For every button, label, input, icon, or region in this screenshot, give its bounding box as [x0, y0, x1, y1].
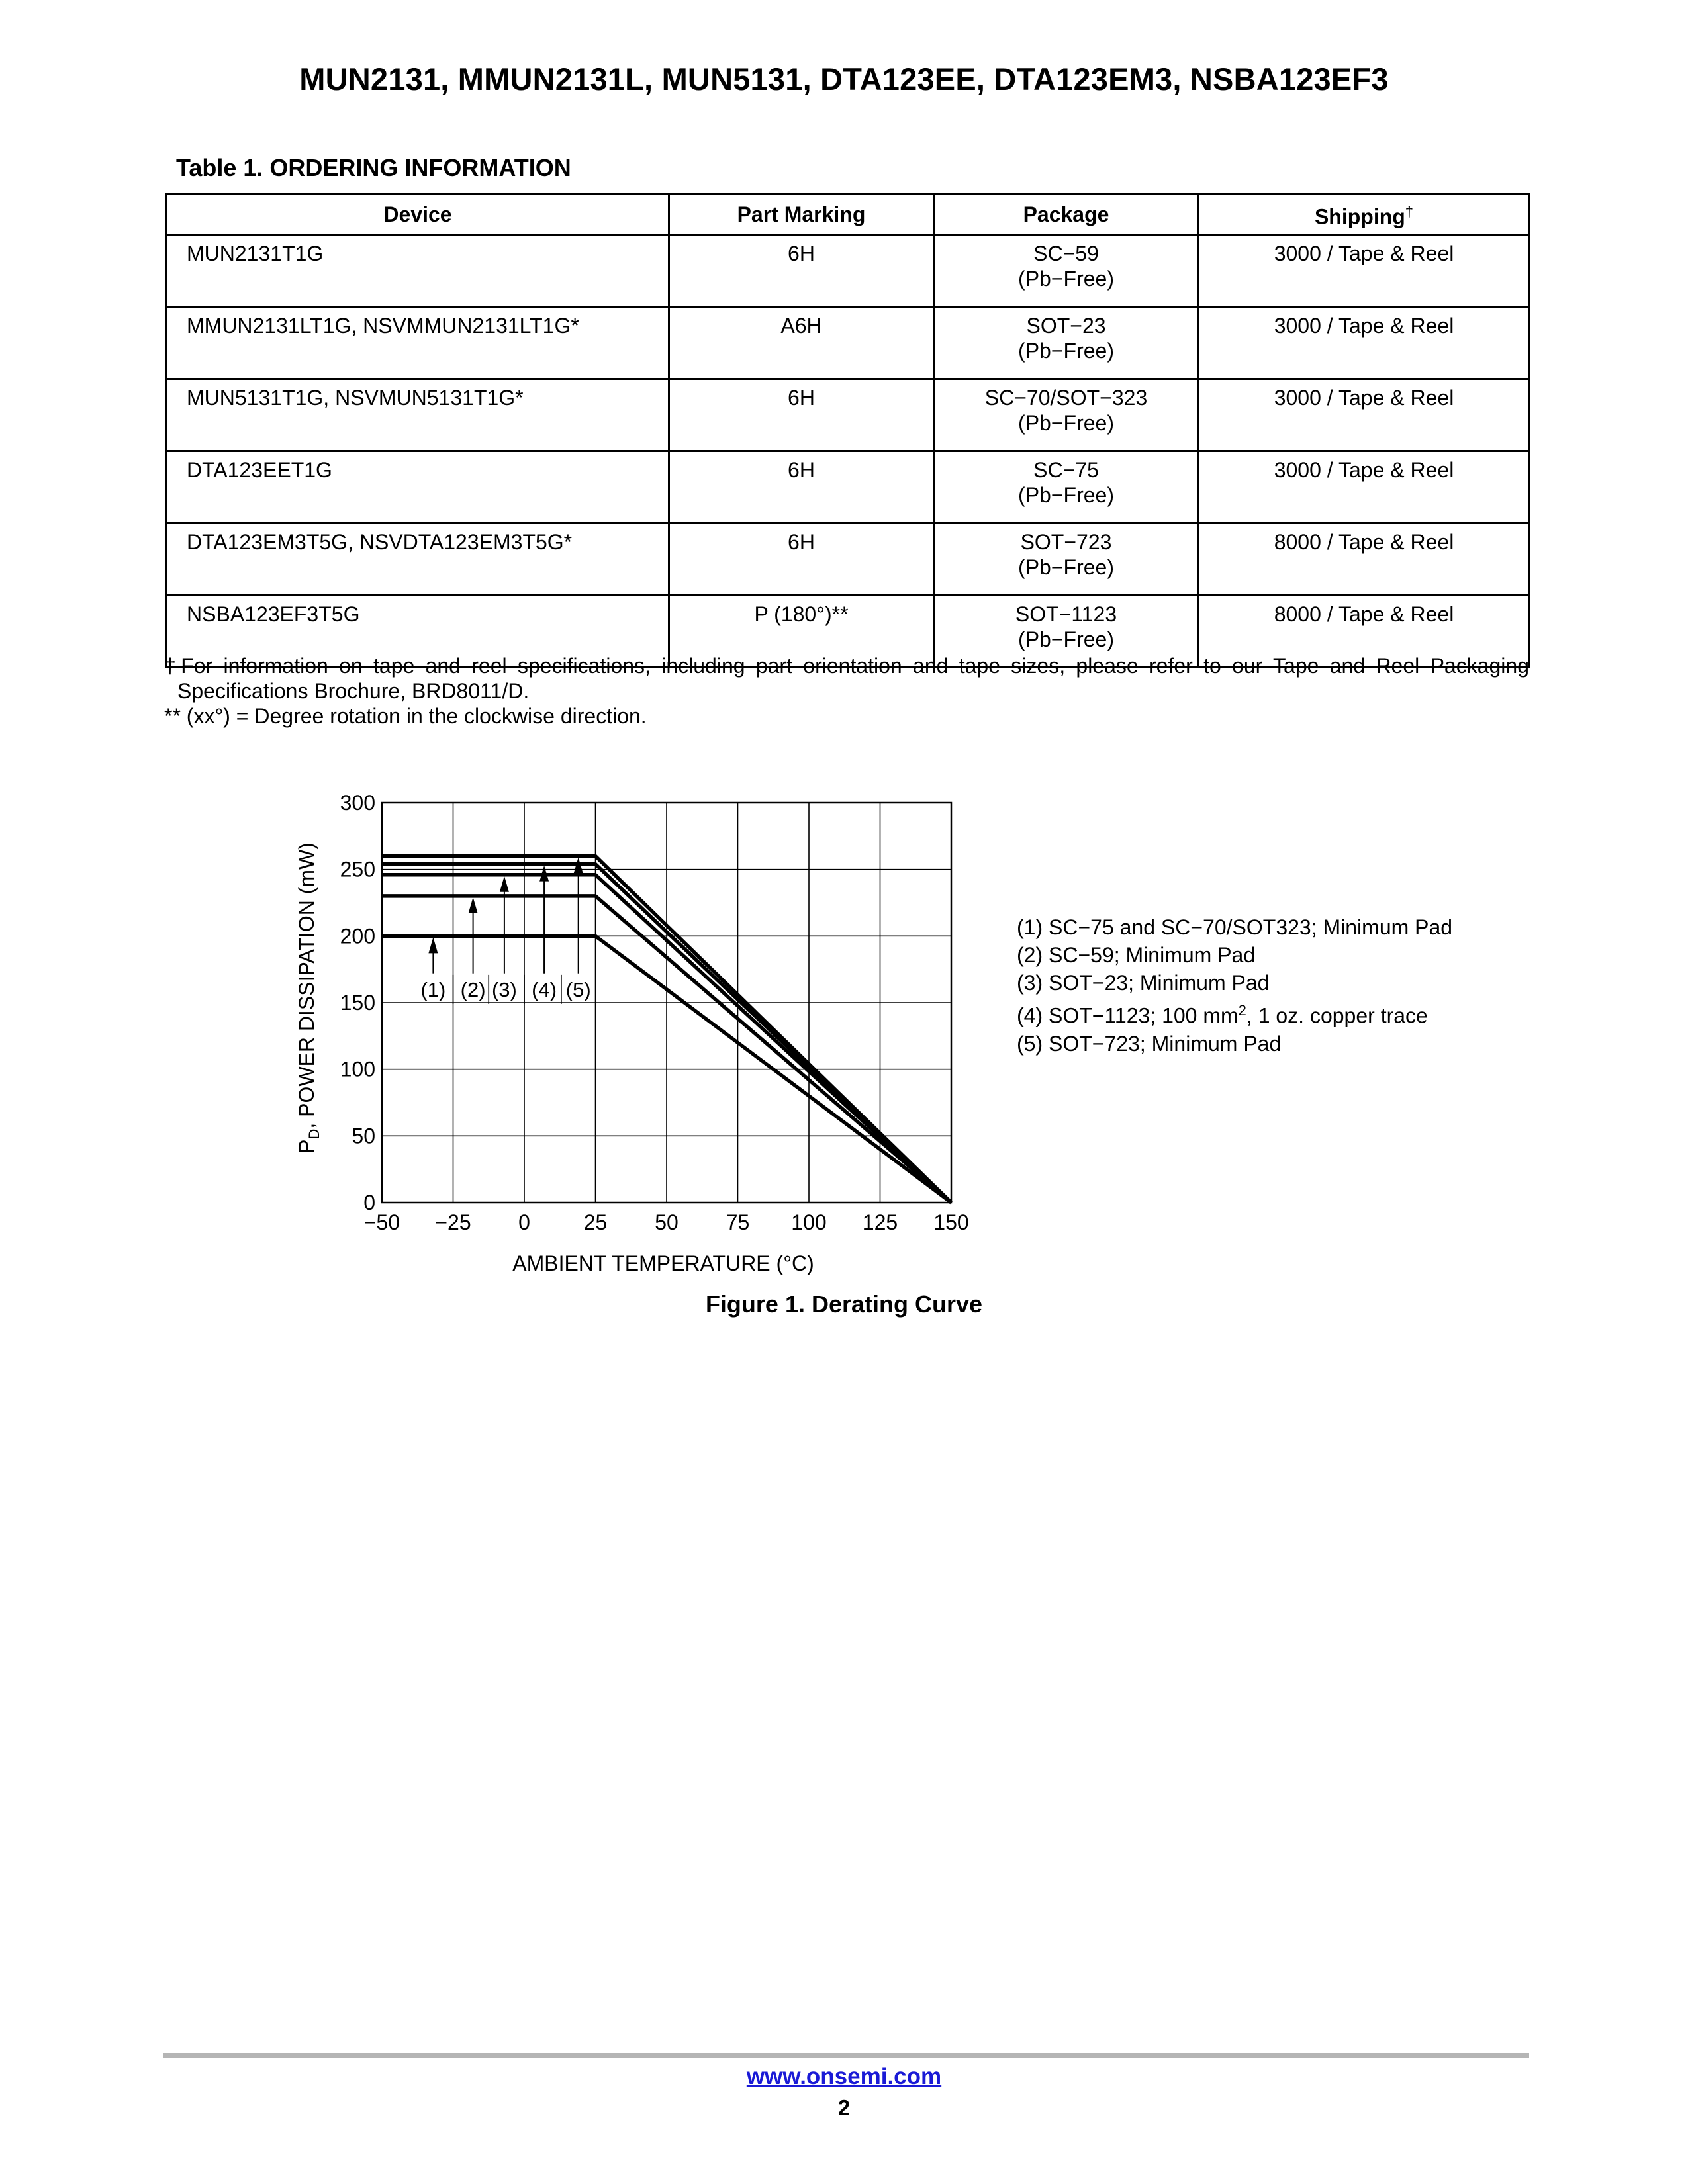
package-note: (Pb−Free)	[1018, 411, 1114, 435]
x-tick-label: 150	[933, 1210, 969, 1234]
column-header-part-marking: Part Marking	[669, 195, 934, 235]
footer-website-link[interactable]: www.onsemi.com	[746, 2064, 942, 2089]
legend-item-4-superscript: 2	[1238, 1002, 1246, 1019]
cell-device: MMUN2131LT1G, NSVMMUN2131LT1G*	[167, 307, 669, 379]
series-label: (5)	[565, 978, 591, 1001]
table-row	[167, 379, 1530, 451]
package-name: SC−75	[1033, 458, 1099, 482]
footnote-degree: ** (xx°) = Degree rotation in the clockwise direction.	[164, 704, 647, 728]
cell-device: MUN2131T1G	[167, 235, 669, 307]
series-label: (3)	[491, 978, 517, 1001]
package-name: SOT−23	[1026, 314, 1106, 338]
series-arrow-head	[500, 876, 509, 892]
series-label: (4)	[532, 978, 557, 1001]
cell-shipping: 3000 / Tape & Reel	[1199, 379, 1530, 451]
package-note: (Pb−Free)	[1018, 627, 1114, 651]
page-number: 2	[837, 2095, 851, 2120]
package-name: SOT−1123	[1015, 602, 1117, 626]
table-caption: Table 1. ORDERING INFORMATION	[176, 154, 571, 181]
y-tick-label: 250	[340, 857, 375, 882]
cell-package	[934, 379, 1199, 451]
x-tick-label: 0	[518, 1210, 530, 1234]
series-label: (2)	[460, 978, 486, 1001]
footer-divider	[163, 2053, 1529, 2058]
series-arrow-head	[428, 937, 438, 953]
y-axis-label-main: P	[295, 1139, 318, 1154]
y-axis-label	[295, 842, 322, 1154]
legend-item-2: (2) SC−59; Minimum Pad	[1017, 943, 1256, 967]
footnote-dagger-line2: Specifications Brochure, BRD8011/D.	[177, 679, 530, 703]
package-note: (Pb−Free)	[1018, 339, 1114, 363]
y-tick-label: 0	[363, 1191, 375, 1214]
table-header-row	[167, 195, 1530, 235]
page-title: MUN2131, MMUN2131L, MUN5131, DTA123EE, DTA123EM3, NSBA123EF3	[299, 62, 1389, 97]
cell-package	[934, 451, 1199, 523]
cell-package	[934, 235, 1199, 307]
cell-shipping: 3000 / Tape & Reel	[1199, 451, 1530, 523]
cell-part-marking: P (180°)**	[669, 596, 934, 668]
column-header-device: Device	[167, 195, 669, 235]
cell-part-marking: 6H	[669, 523, 934, 596]
table-row	[167, 235, 1530, 307]
legend-item-1: (1) SC−75 and SC−70/SOT323; Minimum Pad	[1017, 915, 1453, 939]
x-tick-label: 75	[726, 1210, 750, 1234]
package-note: (Pb−Free)	[1018, 483, 1114, 507]
column-header-package: Package	[934, 195, 1199, 235]
x-tick-label: −50	[363, 1210, 400, 1234]
cell-part-marking: A6H	[669, 307, 934, 379]
package-name: SOT−723	[1020, 530, 1112, 554]
shipping-header-label: Shipping	[1314, 205, 1405, 229]
cell-part-marking: 6H	[669, 451, 934, 523]
y-tick-label: 100	[340, 1057, 375, 1081]
package-name: SC−70/SOT−323	[984, 386, 1148, 410]
y-axis-label-subscript: D	[306, 1128, 322, 1140]
y-tick-label: 200	[340, 924, 375, 948]
x-tick-label: 100	[791, 1210, 827, 1234]
column-header-shipping	[1199, 195, 1530, 235]
legend-item-3: (3) SOT−23; Minimum Pad	[1017, 971, 1270, 995]
cell-device: MUN5131T1G, NSVMUN5131T1G*	[167, 379, 669, 451]
x-tick-label: −25	[435, 1210, 471, 1234]
table-body	[167, 235, 1530, 668]
table-row	[167, 451, 1530, 523]
legend-item-4-text: (4) SOT−1123; 100 mm	[1017, 1003, 1239, 1028]
dagger-marker: †	[1405, 203, 1414, 220]
x-tick-label: 50	[655, 1210, 679, 1234]
cell-package	[934, 523, 1199, 596]
table-row	[167, 523, 1530, 596]
package-note: (Pb−Free)	[1018, 555, 1114, 579]
x-tick-label: 25	[583, 1210, 608, 1234]
legend-item-4-suffix: , 1 oz. copper trace	[1246, 1003, 1428, 1028]
x-axis-label: AMBIENT TEMPERATURE (°C)	[512, 1251, 814, 1275]
package-name: SC−59	[1033, 242, 1099, 265]
legend-item-5: (5) SOT−723; Minimum Pad	[1017, 1031, 1282, 1056]
table-row	[167, 307, 1530, 379]
chart-legend	[1017, 913, 1452, 1058]
series-arrow-head	[469, 897, 478, 913]
cell-package	[934, 307, 1199, 379]
x-tick-label: 125	[862, 1210, 898, 1234]
legend-item-4	[1017, 997, 1452, 1030]
cell-part-marking: 6H	[669, 379, 934, 451]
cell-shipping: 8000 / Tape & Reel	[1199, 596, 1530, 668]
figure-caption: Figure 1. Derating Curve	[705, 1291, 983, 1318]
derating-curve-chart	[278, 781, 1006, 1284]
cell-shipping: 3000 / Tape & Reel	[1199, 235, 1530, 307]
package-note: (Pb−Free)	[1018, 267, 1114, 291]
cell-device: DTA123EM3T5G, NSVDTA123EM3T5G*	[167, 523, 669, 596]
y-tick-label: 50	[352, 1124, 375, 1148]
series-label: (1)	[420, 978, 446, 1001]
y-axis-label-rest: , POWER DISSIPATION (mW)	[295, 842, 318, 1129]
y-tick-label: 150	[340, 991, 375, 1015]
cell-part-marking: 6H	[669, 235, 934, 307]
footnote-dagger-line1: †For information on tape and reel specifications, including part orientation and tape sizes, please refer to our Tape and Reel Packaging	[164, 654, 1529, 678]
ordering-information-table	[165, 193, 1530, 668]
cell-shipping: 8000 / Tape & Reel	[1199, 523, 1530, 596]
y-tick-label: 300	[340, 791, 375, 815]
cell-device: DTA123EET1G	[167, 451, 669, 523]
cell-device: NSBA123EF3T5G	[167, 596, 669, 668]
cell-shipping: 3000 / Tape & Reel	[1199, 307, 1530, 379]
